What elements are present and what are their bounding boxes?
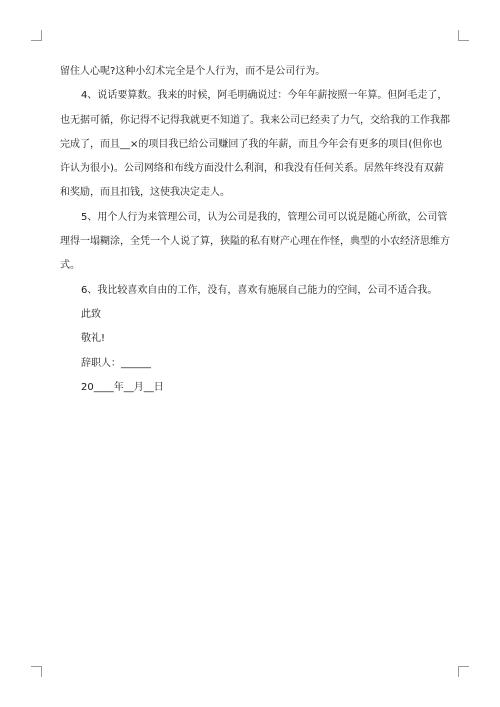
crop-mark-bottom-left <box>31 666 42 677</box>
document-body <box>60 60 452 400</box>
signature-line: 辞职人：______ <box>81 357 151 369</box>
paragraph-item-4: 4、说话要算数。我来的时候，阿毛明确说过：今年年薪按照一年算。但阿毛走了，也无据可循，你记得不记得我就更不知道了。我来公司已经卖了力气，交给我的工作我都完成了，而且__×的项目我已给公司赚回了我的年薪，而且今年会有更多的项目(但你也许认为很小)。公司网络和布线方面没什么利润，和我没有任何关系。居然年终没有双薪和奖励，而且扣钱，这使我决定走人。 <box>60 90 450 199</box>
paragraph-item-6: 6、我比较喜欢自由的工作，没有，喜欢有施展自己能力的空间，公司不适合我。 <box>81 284 438 296</box>
closing-salutation: 此致 <box>81 308 101 320</box>
paragraph-item-5: 5、用个人行为来管理公司，认为公司是我的，管理公司可以说是随心所欲，公司管理得一塌糊涂，全凭一个人说了算，狭隘的私有财产心理在作怪，典型的小农经济思维方式。 <box>60 211 450 272</box>
crop-mark-top-right <box>458 30 469 41</box>
crop-mark-bottom-right <box>458 666 469 677</box>
closing-regards: 敬礼! <box>81 333 106 345</box>
paragraph-continuation: 留住人心呢?这种小幻术完全是个人行为，而不是公司行为。 <box>60 66 326 77</box>
crop-mark-top-left <box>31 30 42 41</box>
date-line: 20____年__月__日 <box>81 381 164 393</box>
